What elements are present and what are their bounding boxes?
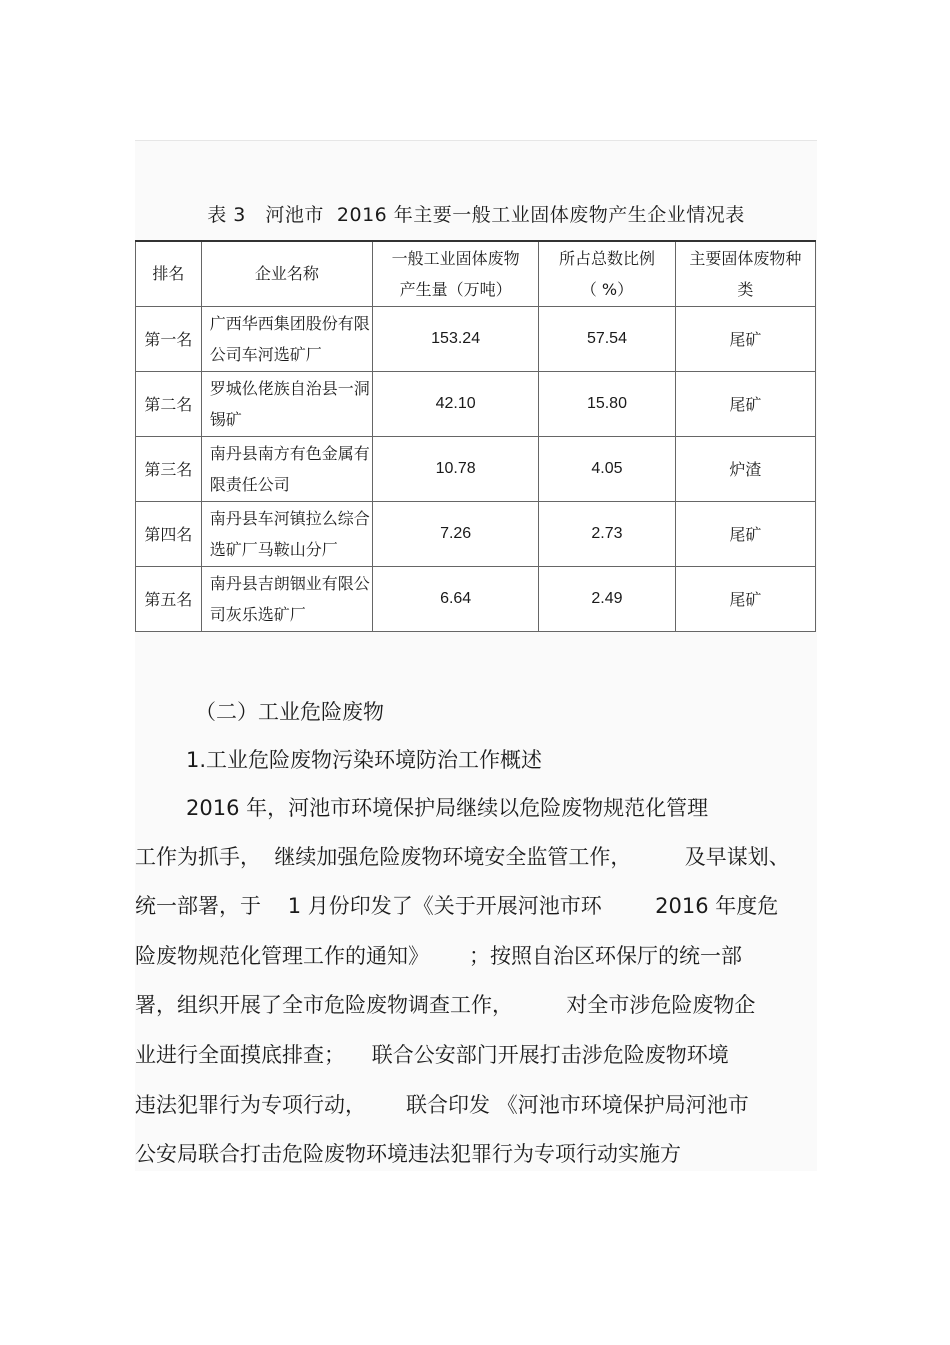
cell-rank: 第二名 (136, 371, 202, 436)
body-line: 2016 年，河池市环境保护局继续以危险废物规范化管理 (186, 796, 709, 820)
cell-name: 南丹县吉朗铟业有限公司灰乐选矿厂 (201, 566, 372, 631)
cell-rank: 第一名 (136, 306, 202, 371)
body-line: 公安局联合打击危险废物环境违法犯罪行为专项行动实施方 (135, 1142, 681, 1166)
header-rank: 排名 (136, 241, 202, 306)
cell-name: 罗城仫佬族自治县一洞锡矿 (201, 371, 372, 436)
cell-amount: 6.64 (373, 566, 539, 631)
cell-name: 南丹县车河镇拉么综合选矿厂马鞍山分厂 (201, 501, 372, 566)
cell-amount: 10.78 (373, 436, 539, 501)
cell-type: 尾矿 (675, 501, 815, 566)
table-row (136, 566, 816, 631)
cell-amount: 7.26 (373, 501, 539, 566)
table-row (136, 436, 816, 501)
cell-rank: 第四名 (136, 501, 202, 566)
cell-percent: 15.80 (539, 371, 676, 436)
cell-type: 尾矿 (675, 371, 815, 436)
body-line: 工作为抓手， 继续加强危险废物环境安全监管工作， 及早谋划、 (135, 845, 790, 869)
body-line: 署，组织开展了全市危险废物调查工作， 对全市涉危险废物企 (135, 993, 756, 1017)
header-percent: 所占总数比例（ %） (539, 241, 676, 306)
cell-amount: 153.24 (373, 306, 539, 371)
body-line: 险废物规范化管理工作的通知》 ；按照自治区环保厅的统一部 (135, 944, 743, 968)
cell-percent: 2.73 (539, 501, 676, 566)
cell-name: 南丹县南方有色金属有限责任公司 (201, 436, 372, 501)
cell-type: 炉渣 (675, 436, 815, 501)
table-row (136, 501, 816, 566)
cell-percent: 57.54 (539, 306, 676, 371)
table-row (136, 306, 816, 371)
cell-rank: 第五名 (136, 566, 202, 631)
header-name: 企业名称 (201, 241, 372, 306)
body-line: 统一部署，于 1 月份印发了《关于开展河池市环 2016 年度危 (135, 894, 779, 918)
cell-type: 尾矿 (675, 306, 815, 371)
cell-percent: 2.49 (539, 566, 676, 631)
body-line: 违法犯罪行为专项行动， 联合印发 《河池市环境保护局河池市 (135, 1093, 749, 1117)
enterprise-table (135, 240, 816, 632)
cell-type: 尾矿 (675, 566, 815, 631)
body-line: 业进行全面摸底排查； 联合公安部门开展打击涉危险废物环境 (135, 1043, 729, 1067)
table-header-row (136, 241, 816, 306)
table-caption: 表 3 河池市 2016 年主要一般工业固体废物产生企业情况表 (207, 204, 745, 226)
cell-rank: 第三名 (136, 436, 202, 501)
cell-amount: 42.10 (373, 371, 539, 436)
table-row (136, 371, 816, 436)
header-amount: 一般工业固体废物产生量（万吨） (373, 241, 539, 306)
header-type: 主要固体废物种类 (675, 241, 815, 306)
cell-name: 广西华西集团股份有限公司车河选矿厂 (201, 306, 372, 371)
section-heading: （二）工业危险废物 (195, 700, 384, 724)
header-rule (135, 140, 817, 141)
section-subheading: 1.工业危险废物污染环境防治工作概述 (186, 748, 543, 772)
cell-percent: 4.05 (539, 436, 676, 501)
